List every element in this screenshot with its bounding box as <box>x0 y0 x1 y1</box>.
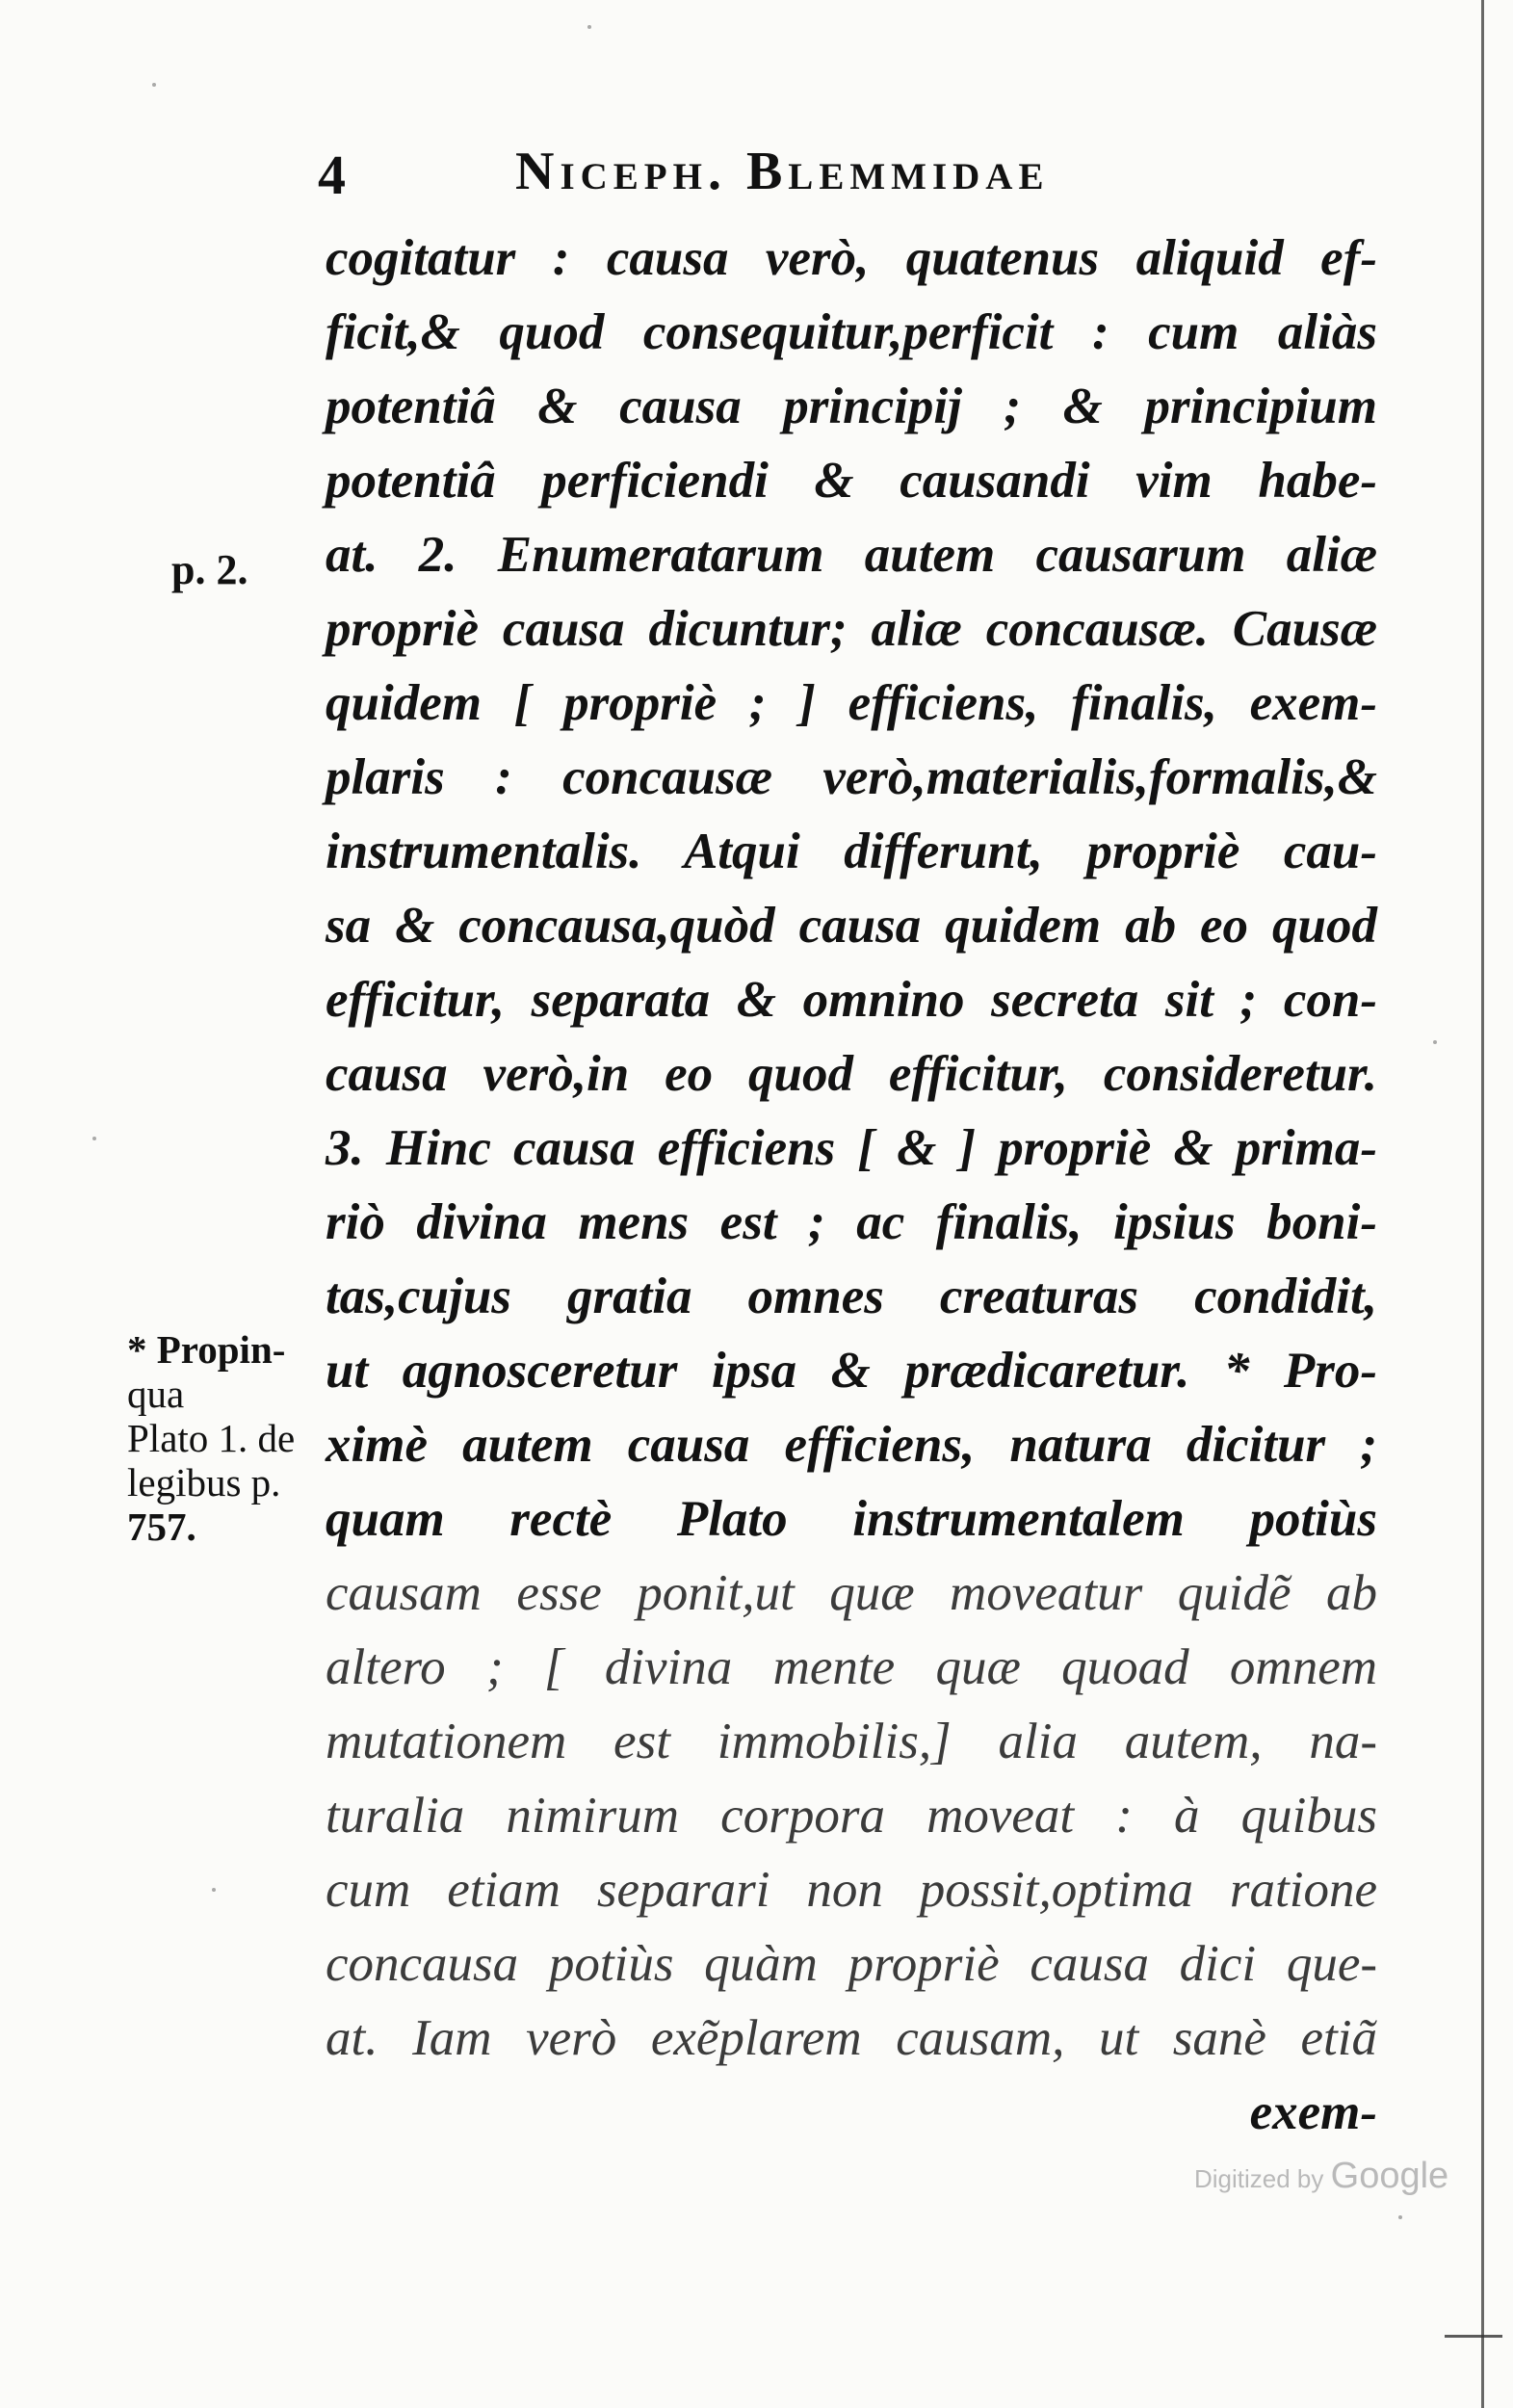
text-line: quidem [ propriè ; ] efficiens, finalis, exem- <box>326 675 1377 731</box>
body-text-block <box>326 222 1377 2150</box>
text-line: mutationem est immobilis,] alia autem, na- <box>326 1714 1377 1769</box>
watermark-brand: Google <box>1330 2156 1449 2196</box>
text-line: 3. Hinc causa efficiens [ & ] propriè & prima- <box>326 1120 1377 1176</box>
page-number: 4 <box>318 144 346 206</box>
text-line: ximè autem causa efficiens, natura dicitur ; <box>326 1417 1377 1473</box>
margin-note-line: qua <box>127 1372 185 1416</box>
text-line: altero ; [ divina mente quæ quoad omnem <box>326 1639 1377 1695</box>
page-header <box>318 123 1281 210</box>
ink-speck <box>587 25 591 29</box>
text-line: at. 2. Enumeratarum autem causarum aliæ <box>326 527 1377 583</box>
text-line: sa & concausa,quòd causa quidem ab eo quod <box>326 898 1377 954</box>
ink-speck <box>1433 1040 1437 1044</box>
text-line: plaris : concausæ verò,materialis,formalis,& <box>326 749 1377 805</box>
text-line: potentiâ perficiendi & causandi vim habe- <box>326 453 1377 509</box>
text-line: cum etiam separari non possit,optima ratione <box>326 1862 1377 1918</box>
page-edge-rule <box>1481 0 1484 2408</box>
text-line: riò divina mens est ; ac finalis, ipsius boni- <box>326 1194 1377 1250</box>
text-line: causam esse ponit,ut quæ moveatur quidẽ ab <box>326 1565 1377 1621</box>
page-corner-mark <box>1445 2335 1502 2338</box>
digitization-watermark <box>1194 2156 1448 2197</box>
text-line: tas,cujus gratia omnes creaturas condidit, <box>326 1269 1377 1324</box>
ink-speck <box>1398 2215 1402 2219</box>
margin-note-line: Plato 1. de <box>127 1416 296 1460</box>
text-line: potentiâ & causa principij ; & principium <box>326 379 1377 434</box>
text-line: cogitatur : causa verò, quatenus aliquid ef- <box>326 230 1377 286</box>
margin-note-line: * Propin- <box>127 1327 286 1372</box>
margin-note-line: legibus p. <box>127 1460 281 1505</box>
text-line: at. Iam verò exẽplarem causam, ut sanè etiã <box>326 2010 1377 2066</box>
ink-speck <box>152 83 156 87</box>
text-line: turalia nimirum corpora moveat : à quibus <box>326 1788 1377 1844</box>
ink-speck <box>92 1137 96 1140</box>
text-line: quam rectè Plato instrumentalem potiùs <box>326 1491 1377 1547</box>
margin-note-page-ref: p. 2. <box>171 546 248 593</box>
watermark-prefix: Digitized by <box>1194 2164 1324 2193</box>
margin-note-propinqua <box>127 1327 295 1549</box>
text-line: concausa potiùs quàm propriè causa dici que- <box>326 1936 1377 1992</box>
ink-speck <box>212 1888 216 1892</box>
text-line: instrumentalis. Atqui differunt, propriè cau- <box>326 824 1377 879</box>
text-line: causa verò,in eo quod efficitur, consideretur. <box>326 1046 1377 1102</box>
text-line: propriè causa dicuntur; aliæ concausæ. Causæ <box>326 601 1377 657</box>
text-line: ficit,& quod consequitur,perficit : cum aliàs <box>326 304 1377 360</box>
catchword: exem- <box>1249 2084 1377 2140</box>
margin-note-line: 757. <box>127 1505 196 1549</box>
text-line: efficitur, separata & omnino secreta sit ; con- <box>326 972 1377 1028</box>
running-title: Niceph. Blemmidae <box>515 142 1050 201</box>
text-line: ut agnosceretur ipsa & prædicaretur. * Pro- <box>326 1343 1377 1399</box>
